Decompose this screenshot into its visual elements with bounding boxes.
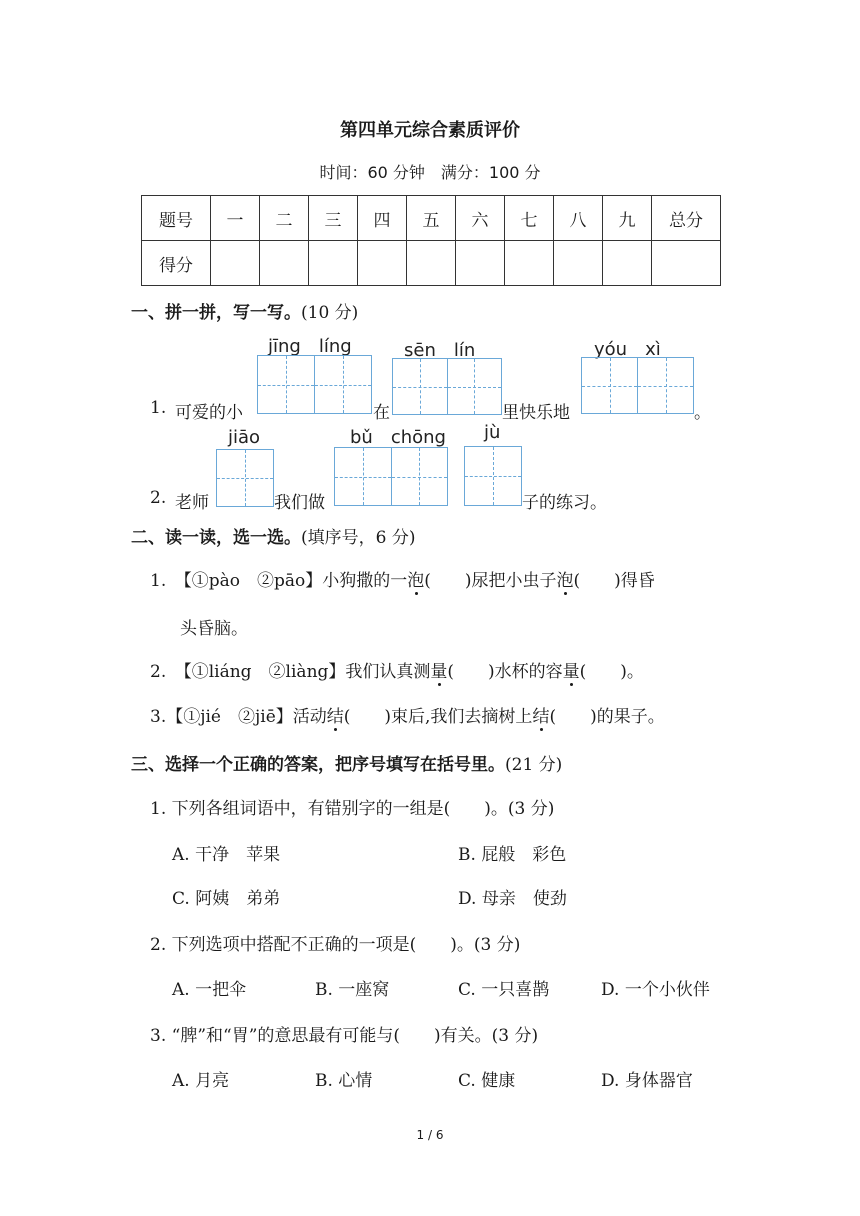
score-table-score-row (142, 241, 721, 286)
writing-grid-jiao[interactable] (216, 449, 274, 507)
q2-2-char-2: 量 (563, 657, 580, 682)
exam-info: 时间：60 分钟 满分：100 分 (319, 163, 541, 182)
header-cell: 三 (309, 196, 358, 241)
q1-1-number: 1. (150, 398, 167, 418)
section-2-heading (131, 523, 415, 548)
row-label: 得分 (142, 241, 211, 286)
section-3-heading (131, 750, 562, 775)
q1-1-text-d: 。 (694, 403, 711, 423)
score-table (141, 195, 721, 286)
section-3-points: (21 分) (505, 755, 563, 775)
q3-1-option-c[interactable]: C. 阿姨 弟弟 (172, 889, 281, 909)
q2-1-line (150, 566, 655, 591)
header-cell: 六 (456, 196, 505, 241)
q1-2-text-c: 子的练习。 (522, 493, 607, 513)
header-cell: 二 (260, 196, 309, 241)
section-1-heading (131, 298, 358, 323)
q1-1-text-b: 在 (373, 403, 390, 423)
q2-3-char-1: 结 (327, 702, 344, 727)
q3-2-option-c[interactable]: C. 一只喜鹊 (458, 980, 550, 1000)
score-cell[interactable] (211, 241, 260, 286)
score-cell[interactable] (505, 241, 554, 286)
section-3-title: 三、选择一个正确的答案，把序号填写在括号里。 (131, 755, 505, 775)
q3-1-stem: 1. 下列各组词语中，有错别字的一组是( )。(3 分) (150, 799, 555, 819)
q3-2-option-a[interactable]: A. 一把伞 (172, 980, 247, 1000)
q3-2-option-b[interactable]: B. 一座窝 (315, 980, 390, 1000)
pinyin-jingling: jīng líng (268, 336, 352, 357)
section-2-points: (填序号，6 分) (301, 528, 416, 548)
q3-3-option-d[interactable]: D. 身体器官 (601, 1071, 693, 1091)
pinyin-senlin: sēn lín (404, 340, 476, 361)
header-cell: 九 (603, 196, 652, 241)
q3-1-option-b[interactable]: B. 屁般 彩色 (458, 845, 567, 865)
q2-2-line (150, 657, 644, 682)
q2-2-middle[interactable]: ( )水杯的容 (447, 662, 563, 682)
q2-3-suffix[interactable]: ( )的果子。 (549, 707, 665, 727)
section-1-title: 一、拼一拼，写一写。 (131, 303, 301, 323)
writing-grid-jingling[interactable] (257, 355, 372, 414)
q2-1-middle[interactable]: ( )尿把小虫子 (424, 571, 557, 591)
score-cell[interactable] (309, 241, 358, 286)
q1-2-text-a: 老师 (175, 493, 209, 513)
header-cell: 八 (554, 196, 603, 241)
pinyin-youxi: yóu xì (594, 339, 661, 360)
header-cell: 题号 (142, 196, 211, 241)
q1-1-text-c: 里快乐地 (502, 403, 570, 423)
q3-2-stem: 2. 下列选项中搭配不正确的一项是( )。(3 分) (150, 935, 521, 955)
score-cell[interactable] (456, 241, 505, 286)
q3-3-option-a[interactable]: A. 月亮 (172, 1071, 230, 1091)
header-cell: 四 (358, 196, 407, 241)
q2-1-char-1: 泡 (407, 566, 424, 591)
score-cell[interactable] (407, 241, 456, 286)
page-number: 1 / 6 (416, 1128, 444, 1142)
q2-2-prefix: 2. 【①liáng ②liàng】我们认真测 (150, 662, 431, 682)
score-cell[interactable] (358, 241, 407, 286)
q1-2-text-b: 我们做 (274, 493, 325, 513)
q3-3-stem: 3. “脾”和“胃”的意思最有可能与( )有关。(3 分) (150, 1026, 539, 1046)
pinyin-jiao: jiāo (228, 427, 261, 448)
pinyin-ju: jù (484, 422, 501, 443)
score-cell[interactable] (603, 241, 652, 286)
writing-grid-ju[interactable] (464, 446, 522, 506)
q3-2-option-d[interactable]: D. 一个小伙伴 (601, 980, 710, 1000)
score-table-header-row (142, 196, 721, 241)
pinyin-buchong: bǔ chōng (350, 427, 446, 448)
q1-2-number: 2. (150, 488, 167, 508)
writing-grid-buchong[interactable] (334, 447, 448, 506)
writing-grid-youxi[interactable] (581, 357, 694, 414)
q2-3-line (150, 702, 665, 727)
header-cell: 七 (505, 196, 554, 241)
header-cell: 一 (211, 196, 260, 241)
q3-1-option-a[interactable]: A. 干净 苹果 (172, 845, 281, 865)
q2-3-prefix: 3.【①jié ②jiē】活动 (150, 707, 327, 727)
score-cell[interactable] (652, 241, 721, 286)
header-cell: 总分 (652, 196, 721, 241)
section-1-points: (10 分) (301, 303, 359, 323)
score-cell[interactable] (260, 241, 309, 286)
q2-2-suffix[interactable]: ( )。 (579, 662, 644, 682)
page-title: 第四单元综合素质评价 (340, 120, 520, 141)
q2-3-char-2: 结 (532, 702, 549, 727)
q2-2-char-1: 量 (430, 657, 447, 682)
writing-grid-senlin[interactable] (392, 358, 502, 415)
q3-3-option-b[interactable]: B. 心情 (315, 1071, 373, 1091)
q3-3-option-c[interactable]: C. 健康 (458, 1071, 516, 1091)
q3-1-option-d[interactable]: D. 母亲 使劲 (458, 889, 567, 909)
q2-1-suffix[interactable]: ( )得昏 (573, 571, 655, 591)
header-cell: 五 (407, 196, 456, 241)
score-cell[interactable] (554, 241, 603, 286)
q1-1-text-a: 可爱的小 (175, 403, 243, 423)
q2-1-char-2: 泡 (557, 566, 574, 591)
q2-1-prefix: 1. 【①pào ②pāo】小狗撒的一 (150, 571, 408, 591)
section-2-title: 二、读一读，选一选。 (131, 528, 301, 548)
q2-1-continuation: 头昏脑。 (180, 619, 248, 639)
q2-3-middle[interactable]: ( )束后,我们去摘树上 (343, 707, 533, 727)
